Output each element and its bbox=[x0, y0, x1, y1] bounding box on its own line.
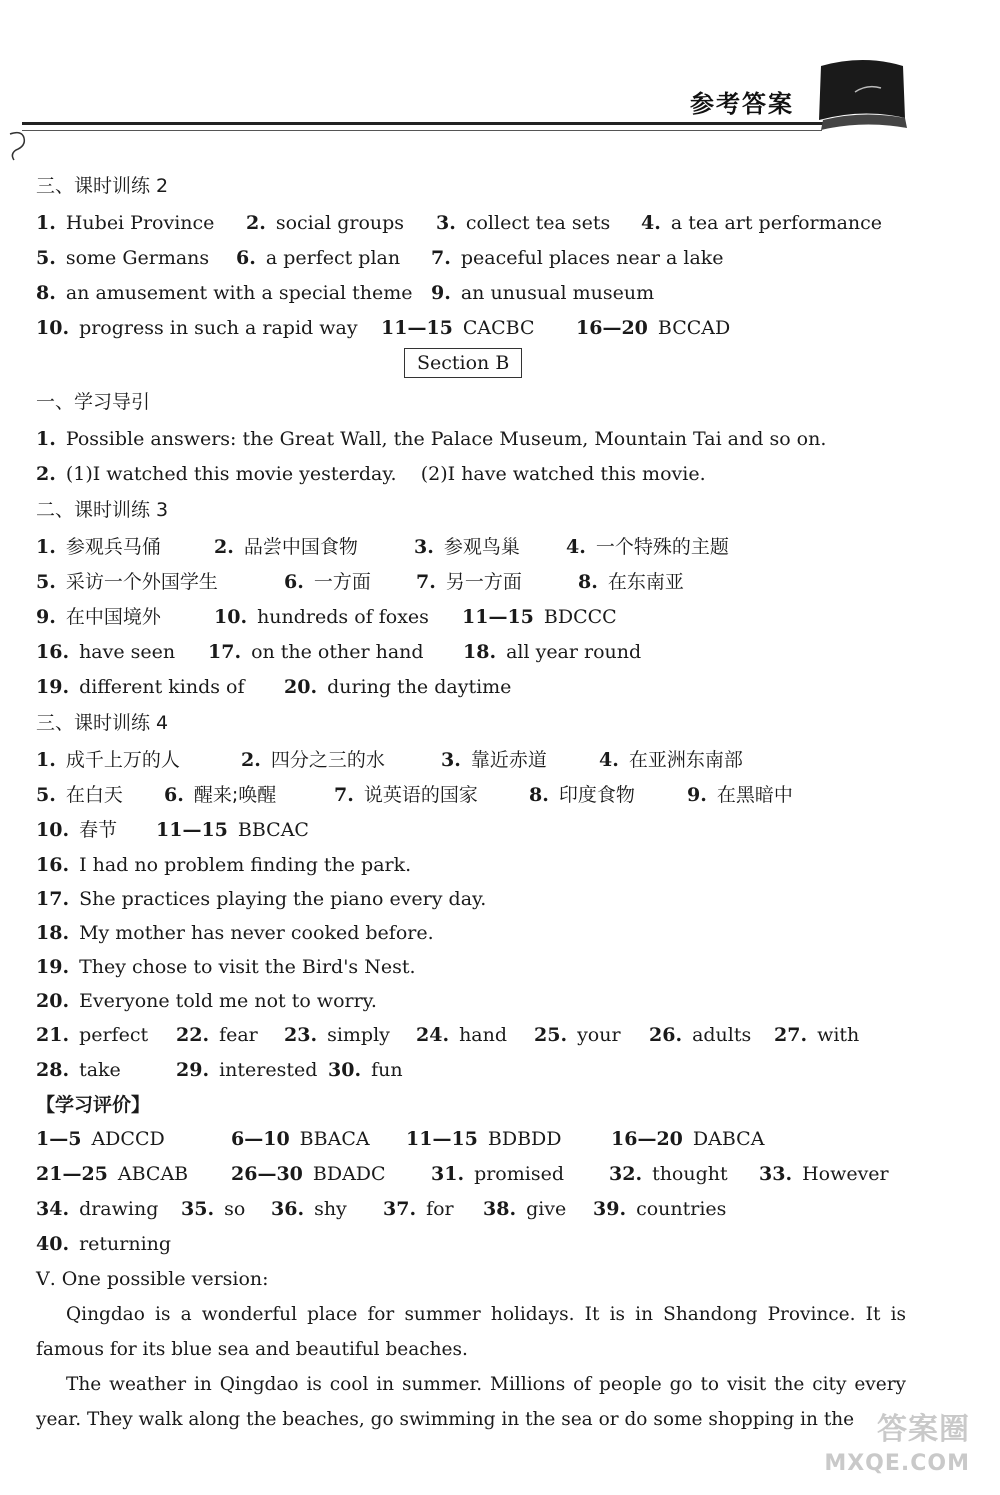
answer-item: 30. fun bbox=[328, 1059, 403, 1081]
answer-content bbox=[36, 168, 916, 1437]
answer-item: 21. perfect bbox=[36, 1024, 149, 1046]
answer-item: 8. 印度食物 bbox=[529, 784, 635, 806]
answer-item: 9. 在中国境外 bbox=[36, 606, 161, 628]
answer-item: 10. hundreds of foxes bbox=[214, 606, 429, 628]
answer-item: 38. give bbox=[483, 1198, 567, 1220]
answer-item: 4. 一个特殊的主题 bbox=[566, 536, 729, 558]
answer-item: 22. fear bbox=[176, 1024, 258, 1046]
answer-item: 2. (1)I watched this movie yesterday. (2)I have watched this movie. bbox=[36, 463, 706, 485]
answer-item: 6. 醒来;唤醒 bbox=[164, 784, 277, 806]
answer-row bbox=[36, 422, 916, 457]
answer-row bbox=[36, 950, 916, 984]
answer-row bbox=[36, 813, 916, 848]
answer-item: 2. social groups bbox=[246, 212, 405, 234]
answer-item: 26. adults bbox=[649, 1024, 752, 1046]
answer-item: 1. 参观兵马俑 bbox=[36, 536, 161, 558]
answer-item: 11—15 BDCCC bbox=[462, 606, 617, 628]
answer-item: 4. 在亚洲东南部 bbox=[599, 749, 743, 771]
answer-item: 33. However bbox=[759, 1163, 889, 1185]
evaluation-heading: 【学习评价】 bbox=[36, 1094, 151, 1116]
answer-item: 2. 品尝中国食物 bbox=[214, 536, 358, 558]
answer-item: 20. Everyone told me not to worry. bbox=[36, 990, 377, 1012]
answer-row bbox=[36, 206, 916, 241]
answer-item: 6—10 BBACA bbox=[231, 1128, 370, 1150]
answer-item: 3. 参观鸟巢 bbox=[414, 536, 520, 558]
answer-item: 7. 说英语的国家 bbox=[334, 784, 478, 806]
essay-paragraph: The weather in Qingdao is cool in summer. Millions of people go to visit the city every year. They walk along the beaches, go swimming in the sea or do some shopping in the bbox=[36, 1374, 906, 1430]
answer-item: 1—5 ADCCD bbox=[36, 1128, 165, 1150]
answer-item: 3. collect tea sets bbox=[436, 212, 611, 234]
answer-row bbox=[36, 311, 916, 346]
answer-row bbox=[36, 241, 916, 276]
answer-item: 4. a tea art performance bbox=[641, 212, 883, 234]
answer-row bbox=[36, 743, 916, 778]
answer-row bbox=[36, 1192, 916, 1227]
answer-row bbox=[36, 778, 916, 813]
answer-item: 19. They chose to visit the Bird's Nest. bbox=[36, 956, 416, 978]
section-heading: 三、课时训练 2 bbox=[36, 175, 169, 197]
answer-item: 9. an unusual museum bbox=[431, 282, 655, 304]
answer-item: 9. 在黑暗中 bbox=[687, 784, 793, 806]
section-heading: 三、课时训练 4 bbox=[36, 712, 169, 734]
answer-item: 31. promised bbox=[431, 1163, 564, 1185]
watermark-logo: 答案圈 MXQE.COM bbox=[824, 1412, 970, 1476]
answer-item: 6. 一方面 bbox=[284, 571, 371, 593]
answer-item: 16. I had no problem finding the park. bbox=[36, 854, 412, 876]
answer-row bbox=[36, 1227, 916, 1262]
book-icon bbox=[815, 58, 911, 134]
answer-row bbox=[36, 1053, 916, 1088]
answer-row bbox=[36, 565, 916, 600]
answer-item: 8. an amusement with a special theme bbox=[36, 282, 413, 304]
answer-item: 35. so bbox=[181, 1198, 246, 1220]
swirl-ornament-icon bbox=[8, 128, 38, 162]
answer-row bbox=[36, 457, 916, 492]
answer-item: 1. Hubei Province bbox=[36, 212, 215, 234]
answer-item: 11—15 BDBDD bbox=[406, 1128, 562, 1150]
answer-item: 3. 靠近赤道 bbox=[441, 749, 547, 771]
answer-item: 34. drawing bbox=[36, 1198, 159, 1220]
answer-item: 11—15 BBCAC bbox=[156, 819, 309, 841]
answer-item: 5. 在白天 bbox=[36, 784, 123, 806]
answer-row bbox=[36, 1122, 916, 1157]
answer-item: 25. your bbox=[534, 1024, 621, 1046]
answer-item: 21—25 ABCAB bbox=[36, 1163, 189, 1185]
answer-item: 27. with bbox=[774, 1024, 860, 1046]
answer-item: 36. shy bbox=[271, 1198, 347, 1220]
answer-item: 17. on the other hand bbox=[208, 641, 424, 663]
answer-item: 18. My mother has never cooked before. bbox=[36, 922, 434, 944]
essay-heading: Ⅴ. One possible version: bbox=[36, 1268, 269, 1290]
page-header bbox=[0, 0, 1000, 160]
answer-row bbox=[36, 882, 916, 916]
answer-item: 29. interested bbox=[176, 1059, 318, 1081]
answer-row bbox=[36, 1157, 916, 1192]
essay-body bbox=[36, 1297, 906, 1437]
answer-item: 17. She practices playing the piano every day. bbox=[36, 888, 487, 910]
answer-item: 28. take bbox=[36, 1059, 121, 1081]
answer-item: 16—20 DABCA bbox=[611, 1128, 765, 1150]
answer-item: 37. for bbox=[383, 1198, 454, 1220]
answer-row bbox=[36, 600, 916, 635]
answer-item: 7. 另一方面 bbox=[416, 571, 522, 593]
answer-row bbox=[36, 1018, 916, 1053]
answer-item: 6. a perfect plan bbox=[236, 247, 401, 269]
answer-row bbox=[36, 670, 916, 705]
answer-row bbox=[36, 635, 916, 670]
answer-item: 10. progress in such a rapid way bbox=[36, 317, 358, 339]
answer-row bbox=[36, 530, 916, 565]
answer-item: 2. 四分之三的水 bbox=[241, 749, 385, 771]
answer-item: 24. hand bbox=[416, 1024, 508, 1046]
answer-item: 11—15 CACBC bbox=[381, 317, 535, 339]
answer-item: 1. Possible answers: the Great Wall, the Palace Museum, Mountain Tai and so on. bbox=[36, 428, 827, 450]
answer-item: 16. have seen bbox=[36, 641, 176, 663]
header-rule-thin bbox=[22, 130, 822, 131]
answer-item: 18. all year round bbox=[463, 641, 642, 663]
answer-row bbox=[36, 916, 916, 950]
answer-item: 26—30 BDADC bbox=[231, 1163, 386, 1185]
page-title: 参考答案 bbox=[690, 90, 794, 118]
section-b-label: Section B bbox=[404, 348, 522, 378]
answer-item: 5. 采访一个外国学生 bbox=[36, 571, 218, 593]
essay-paragraph: Qingdao is a wonderful place for summer holidays. It is in Shandong Province. It is famous for its blue sea and beautiful beaches. bbox=[36, 1304, 906, 1360]
answer-row bbox=[36, 848, 916, 882]
answer-item: 40. returning bbox=[36, 1233, 172, 1255]
answer-item: 16—20 BCCAD bbox=[576, 317, 731, 339]
answer-item: 1. 成千上万的人 bbox=[36, 749, 180, 771]
section-heading: 一、学习导引 bbox=[36, 391, 151, 413]
header-rule bbox=[22, 122, 830, 125]
answer-row bbox=[36, 984, 916, 1018]
answer-item: 19. different kinds of bbox=[36, 676, 245, 698]
answer-item: 23. simply bbox=[284, 1024, 390, 1046]
answer-item: 5. some Germans bbox=[36, 247, 210, 269]
answer-item: 39. countries bbox=[593, 1198, 727, 1220]
answer-item: 20. during the daytime bbox=[284, 676, 512, 698]
answer-row bbox=[36, 276, 916, 311]
answer-item: 8. 在东南亚 bbox=[578, 571, 684, 593]
answer-item: 10. 春节 bbox=[36, 819, 118, 841]
section-heading: 二、课时训练 3 bbox=[36, 499, 169, 521]
answer-item: 32. thought bbox=[609, 1163, 728, 1185]
answer-item: 7. peaceful places near a lake bbox=[431, 247, 724, 269]
